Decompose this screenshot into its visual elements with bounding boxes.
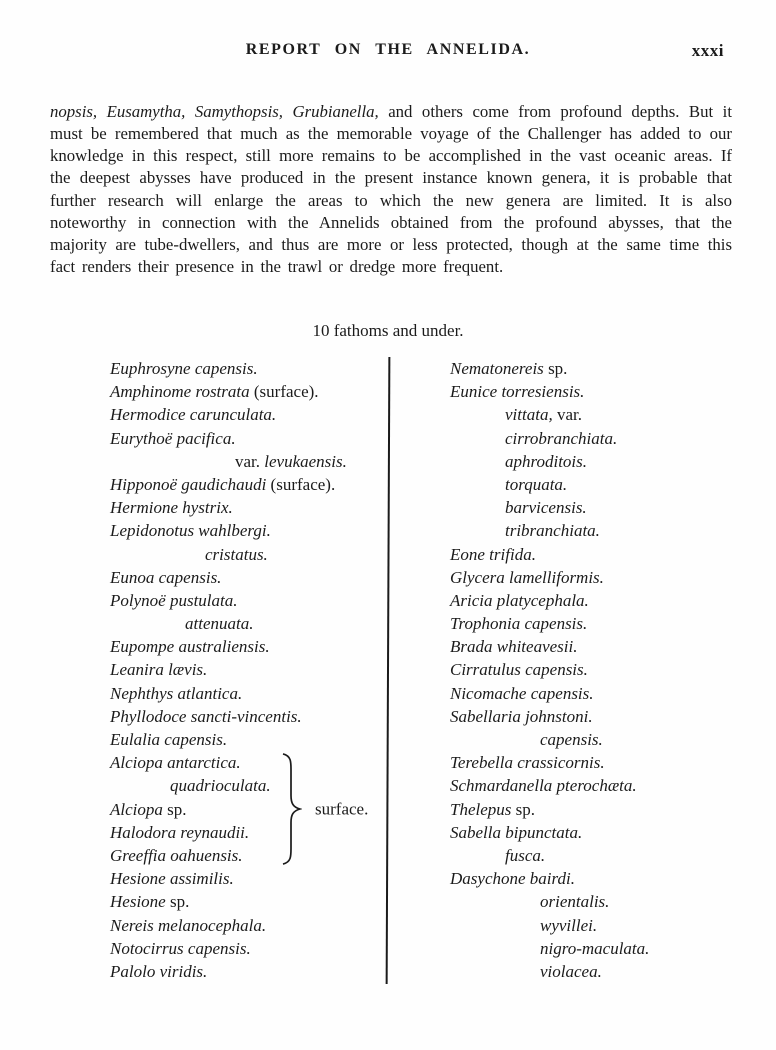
species-name: Sabellaria johnstoni. bbox=[450, 706, 593, 726]
list-item bbox=[450, 658, 750, 681]
list-item bbox=[110, 519, 388, 542]
list-item bbox=[450, 519, 750, 542]
species-name: Halodora reynaudii. bbox=[110, 822, 250, 842]
roman-annotation: sp. bbox=[543, 359, 568, 378]
species-name: Eunoa capensis. bbox=[110, 567, 222, 587]
species-name: attenuata. bbox=[185, 614, 254, 634]
species-name: aphroditois. bbox=[505, 451, 588, 471]
list-item bbox=[450, 543, 750, 566]
right-curly-brace-icon bbox=[282, 753, 302, 865]
list-item bbox=[450, 705, 750, 728]
list-item bbox=[110, 890, 388, 913]
species-name: quadrioculata. bbox=[170, 776, 271, 796]
list-item bbox=[110, 427, 388, 450]
list-item bbox=[110, 589, 388, 612]
section-heading: 10 fathoms and under. bbox=[312, 321, 464, 340]
list-item bbox=[450, 890, 750, 913]
list-item bbox=[450, 682, 750, 705]
species-name: Euphrosyne capensis. bbox=[110, 359, 258, 378]
list-item bbox=[110, 380, 388, 403]
list-item bbox=[450, 635, 750, 658]
species-name: torquata. bbox=[505, 474, 568, 494]
species-name: Eupompe australiensis. bbox=[110, 637, 270, 657]
list-item bbox=[110, 658, 388, 681]
list-item bbox=[110, 914, 388, 937]
running-title: REPORT ON THE ANNELIDA. bbox=[245, 41, 531, 58]
species-name: Nicomache capensis. bbox=[450, 683, 594, 703]
roman-annotation: (surface). bbox=[266, 474, 336, 494]
species-name: Lepidonotus wahlbergi. bbox=[110, 521, 271, 541]
species-name: nigro-maculata. bbox=[540, 938, 650, 958]
species-name: levukaensis. bbox=[264, 451, 347, 471]
list-item bbox=[450, 937, 750, 960]
species-name: Hipponoë gaudichaudi bbox=[110, 474, 267, 494]
page-header bbox=[0, 41, 776, 63]
roman-annotation: sp. bbox=[511, 799, 536, 819]
list-item bbox=[450, 751, 750, 774]
species-name: Phyllodoce sancti-vincentis. bbox=[110, 706, 302, 726]
list-item bbox=[110, 705, 388, 728]
list-item bbox=[450, 589, 750, 612]
list-item bbox=[450, 380, 750, 403]
species-name: Cirratulus capensis. bbox=[450, 660, 588, 680]
species-name: Thelepus bbox=[450, 799, 512, 819]
list-item bbox=[110, 635, 388, 658]
list-item bbox=[450, 844, 750, 867]
list-item bbox=[110, 543, 388, 566]
list-item bbox=[450, 821, 750, 844]
list-item bbox=[450, 496, 750, 519]
species-name: Notocirrus capensis. bbox=[110, 938, 251, 958]
species-list-area bbox=[0, 357, 776, 1017]
list-item bbox=[110, 867, 388, 890]
species-name: Hermione hystrix. bbox=[110, 498, 233, 518]
species-name: Sabella bipunctata. bbox=[450, 822, 583, 842]
species-name: tribranchiata. bbox=[505, 521, 600, 541]
species-name: Eulalia capensis. bbox=[110, 730, 228, 749]
species-name: Hesione assimilis. bbox=[110, 869, 234, 889]
species-name: capensis. bbox=[540, 730, 603, 749]
list-item bbox=[450, 612, 750, 635]
list-item bbox=[110, 751, 388, 774]
species-name: wyvillei. bbox=[540, 915, 598, 935]
list-item bbox=[110, 566, 388, 589]
species-name: orientalis. bbox=[540, 892, 610, 912]
list-item bbox=[450, 960, 750, 983]
roman-annotation: sp. bbox=[165, 892, 190, 912]
surface-brace-group bbox=[110, 751, 388, 867]
species-name: Hermodice carunculata. bbox=[110, 405, 277, 425]
list-item bbox=[110, 844, 388, 867]
species-name: Nereis melanocephala. bbox=[110, 915, 267, 935]
roman-annotation: sp. bbox=[162, 799, 187, 819]
list-item bbox=[450, 403, 750, 426]
species-name: Terebella crassicornis. bbox=[450, 753, 605, 773]
species-name: Aricia platycephala. bbox=[450, 590, 589, 610]
list-item bbox=[450, 427, 750, 450]
species-name: vittata, bbox=[505, 405, 553, 425]
species-name: Hesione bbox=[110, 892, 166, 912]
list-item bbox=[110, 357, 388, 380]
species-name: Alciopa antarctica. bbox=[110, 753, 241, 773]
list-item bbox=[110, 774, 388, 797]
species-name: Schmardanella pterochæta. bbox=[450, 776, 637, 796]
species-name: Nephthys atlantica. bbox=[110, 683, 243, 703]
list-item bbox=[110, 403, 388, 426]
species-name: Eone trifida. bbox=[450, 544, 536, 564]
list-item bbox=[450, 914, 750, 937]
list-item bbox=[110, 450, 388, 473]
list-item bbox=[110, 496, 388, 519]
species-name: Alciopa bbox=[110, 799, 163, 819]
species-name: violacea. bbox=[540, 961, 602, 981]
species-name: Eurythoë pacifica. bbox=[110, 428, 236, 448]
roman-annotation: (surface). bbox=[249, 382, 319, 402]
species-name: Dasychone bairdi. bbox=[450, 869, 575, 889]
roman-annotation: var. bbox=[552, 405, 582, 425]
species-name: Amphinome rostrata bbox=[110, 382, 250, 402]
list-item bbox=[110, 682, 388, 705]
list-item bbox=[450, 450, 750, 473]
list-item bbox=[450, 774, 750, 797]
species-name: Brada whiteavesii. bbox=[450, 637, 578, 657]
species-list-left-column bbox=[110, 357, 388, 983]
list-item bbox=[450, 728, 750, 751]
list-item bbox=[110, 821, 388, 844]
list-item bbox=[110, 473, 388, 496]
species-name: Eunice torresiensis. bbox=[450, 382, 585, 402]
species-name: cristatus. bbox=[205, 544, 268, 564]
species-name: Polynoë pustulata. bbox=[110, 590, 238, 610]
species-name: Glycera lamelliformis. bbox=[450, 567, 604, 587]
species-name: Palolo viridis. bbox=[110, 961, 208, 981]
species-name: fusca. bbox=[505, 845, 546, 865]
list-item bbox=[110, 960, 388, 983]
intro-paragraph bbox=[50, 101, 732, 279]
list-item bbox=[450, 798, 750, 821]
list-item bbox=[110, 728, 388, 751]
page-number: xxxi bbox=[691, 41, 724, 60]
list-item bbox=[450, 867, 750, 890]
list-item bbox=[450, 357, 750, 380]
paragraph-body-text: and others come from profound depths. But it must be remembered that much as the memorable voyage of the Challenger has added to our knowledge in this respect, still more remains to be accomplished in the vast oceanic areas. If the deepest abysses have produced in the present instance known genera, it is probable that further research will enlarge the areas to which the new genera are limited. It is also noteworthy in connection with the Annelids obtained from the profound abysses, that the majority are tube-dwellers, and thus are more or less protected, though at the same time this fact renders their presence in the trawl or dredge more frequent. bbox=[50, 101, 732, 277]
species-name: Trophonia capensis. bbox=[450, 614, 588, 634]
species-name: Leanira lævis. bbox=[110, 660, 208, 680]
species-list-right-column bbox=[450, 357, 750, 983]
species-name: Nematonereis bbox=[450, 359, 544, 378]
species-name: Greeffia oahuensis. bbox=[110, 845, 243, 865]
species-name: cirrobranchiata. bbox=[505, 428, 618, 448]
brace-label: surface. bbox=[315, 799, 369, 819]
list-item bbox=[450, 566, 750, 589]
species-name: barvicensis. bbox=[505, 498, 587, 518]
list-item bbox=[110, 612, 388, 635]
list-item bbox=[450, 473, 750, 496]
roman-annotation: var. bbox=[235, 451, 265, 471]
list-item bbox=[110, 937, 388, 960]
paragraph-italic-lead: nopsis, Eusamytha, Samythopsis, Grubianella, bbox=[50, 101, 379, 121]
